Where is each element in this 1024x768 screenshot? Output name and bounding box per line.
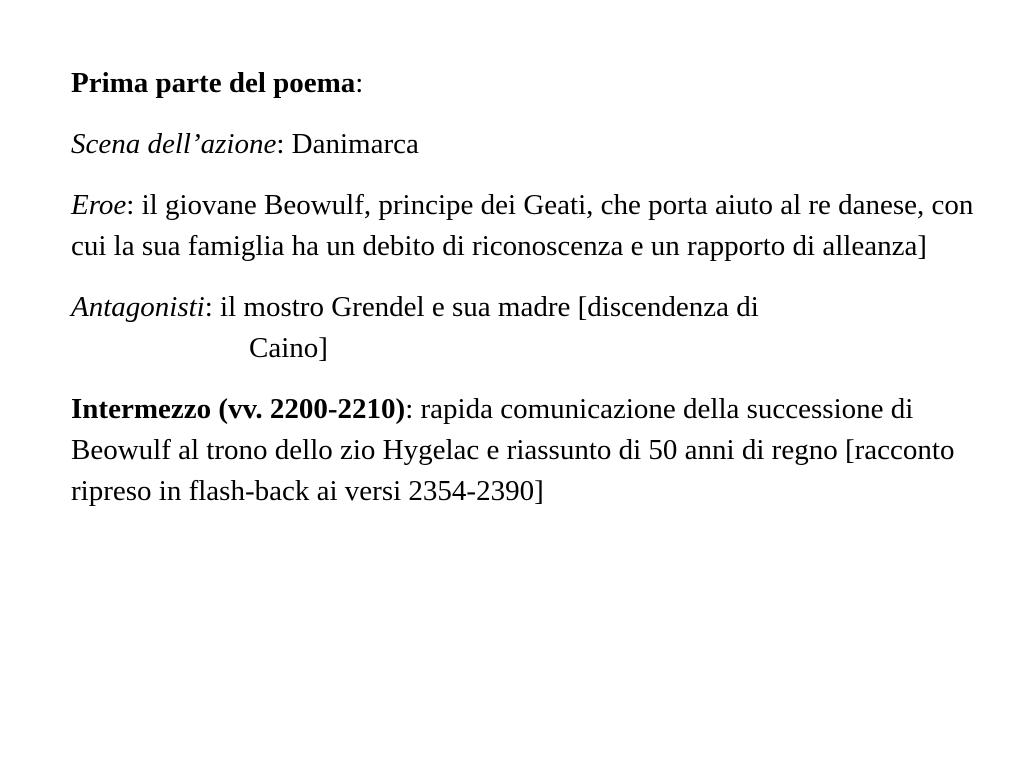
scene-paragraph [71,124,981,165]
interlude-label: Intermezzo (vv. 2200-2210) [71,393,406,425]
scene-label: Scena dell’azione [71,128,277,160]
hero-paragraph [71,185,981,267]
antagonists-text: : il mostro Grendel e sua madre [discendenza di [204,291,759,323]
scene-text: : Danimarca [276,128,419,160]
interlude-paragraph [71,389,981,512]
antagonists-continuation: Caino] [249,332,328,364]
part-heading-label: Prima parte del poema [71,67,356,99]
part-heading-paragraph [71,63,981,104]
interlude-text: : rapida comunicazione della successione di Beowulf al trono dello zio Hygelac e riassunto di 50 anni di regno [racconto ripreso in flash-back ai versi 2354-2390] [71,393,955,507]
antagonists-label: Antagonisti [71,291,205,323]
hero-label: Eroe [71,189,127,221]
slide-body [71,63,981,532]
hero-text: : il giovane Beowulf, principe dei Geati, che porta aiuto al re danese, con cui la sua famiglia ha un debito di riconoscenza e un rapporto di alleanza] [71,189,974,262]
part-heading-suffix: : [355,67,364,99]
antagonists-paragraph [71,287,981,369]
